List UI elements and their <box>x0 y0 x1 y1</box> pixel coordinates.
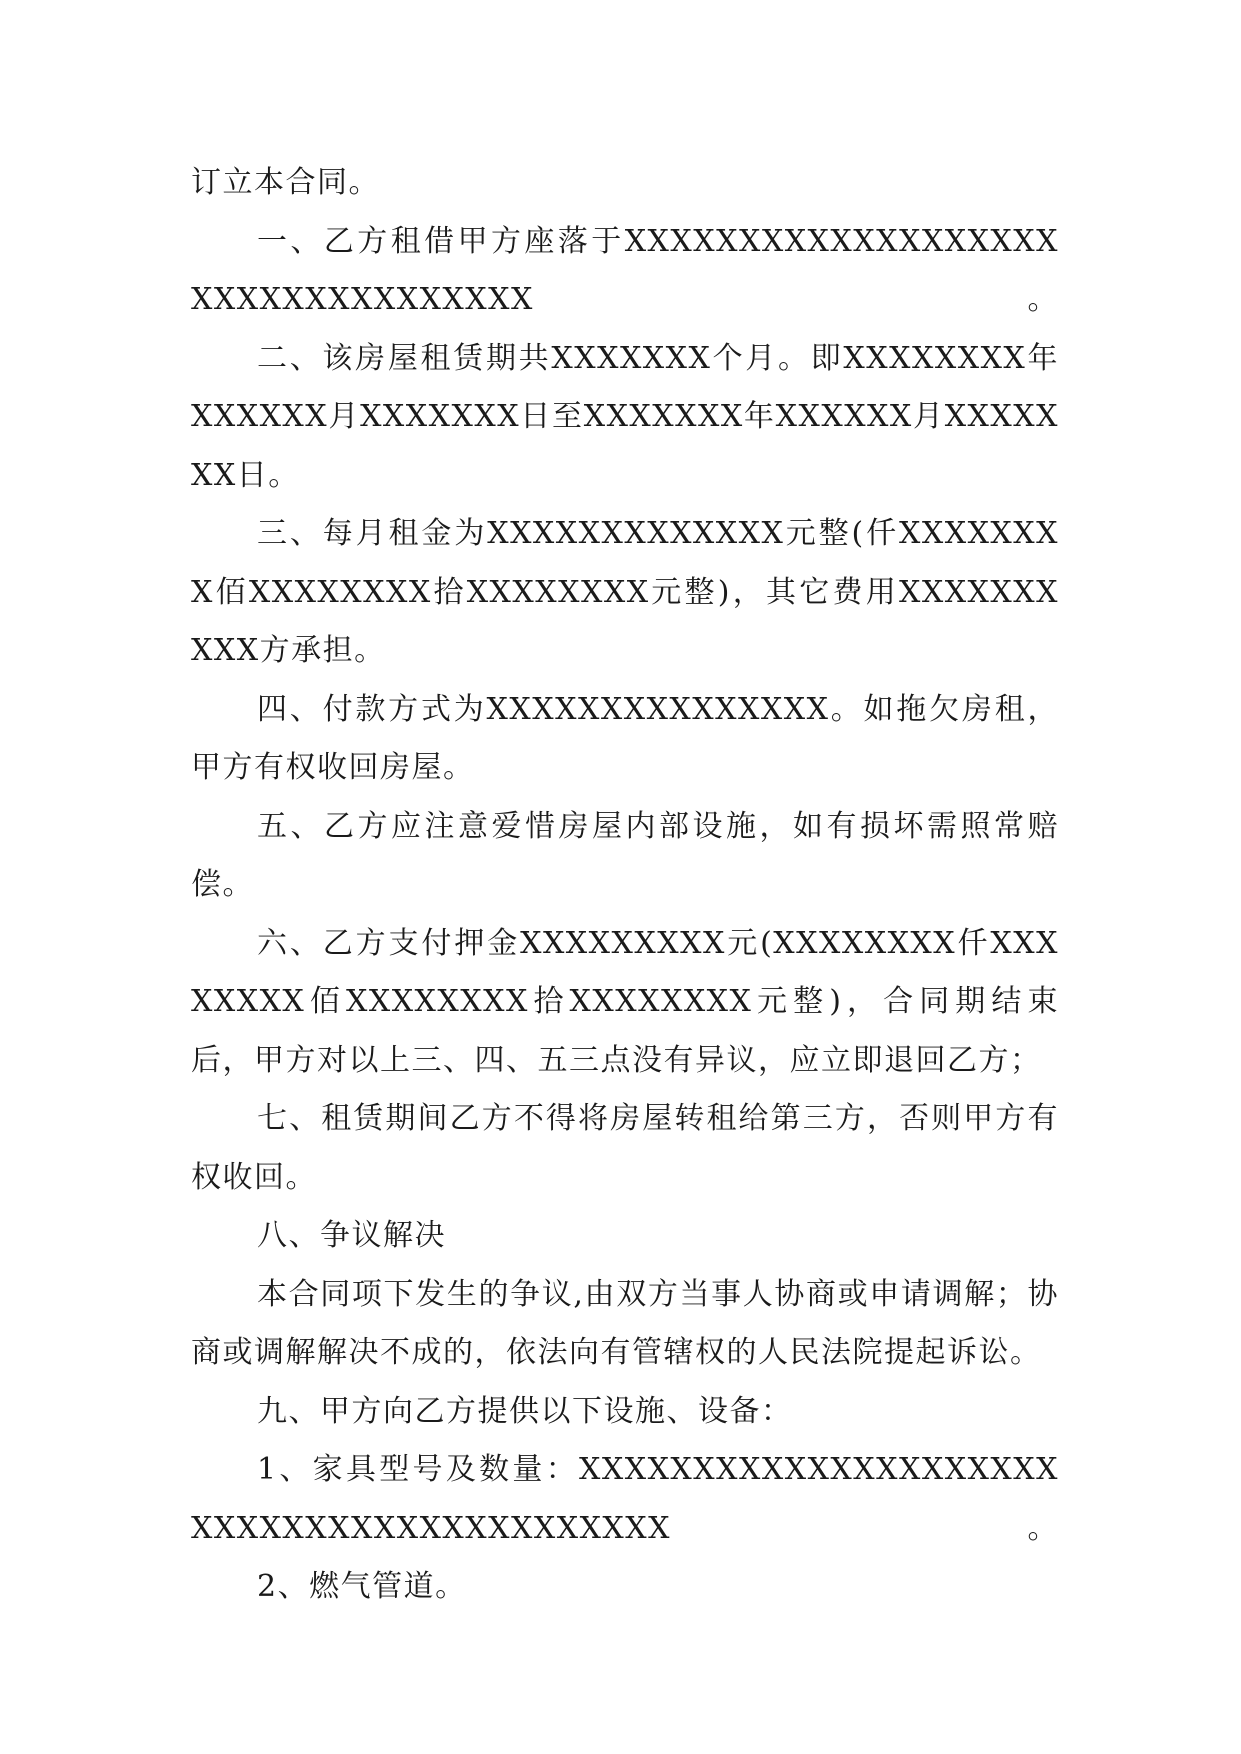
facility-item-2-gas-pipeline: 2、燃气管道。 <box>257 1569 467 1604</box>
clause-6-deposit: 六、乙方支付押金XXXXXXXXX元(XXXXXXXX仟XXXXXXXX佰XXXXXXXX拾XXXXXXXX元整)，合同期结束后，甲方对以上三、四、五三点没有异议，应立即退回乙方； <box>191 925 1059 1078</box>
clause-5-facility-care: 五、乙方应注意爱惜房屋内部设施，如有损坏需照常赔偿。 <box>191 808 1059 902</box>
clause-2-lease-term: 二、该房屋租赁期共XXXXXXX个月。即XXXXXXXX年XXXXXX月XXXXXXX日至XXXXXXX年XXXXXX月XXXXXXX日。 <box>191 340 1059 493</box>
clause-7-no-sublease: 七、租赁期间乙方不得将房屋转租给第三方，否则甲方有权收回。 <box>191 1101 1059 1195</box>
clause-8-heading-dispute: 八、争议解决 <box>257 1218 446 1253</box>
clause-1-location: 一、乙方租借甲方座落于XXXXXXXXXXXXXXXXXXXXXXXXXXXXXXXXXX。 <box>191 223 1059 317</box>
clause-3-monthly-rent: 三、每月租金为XXXXXXXXXXXXX元整(仟XXXXXXXX佰XXXXXXXX拾XXXXXXXX元整)，其它费用XXXXXXXXXX方承担。 <box>191 516 1059 668</box>
document-body <box>191 154 1059 1617</box>
paragraph-intro-fragment: 订立本合同。 <box>191 165 380 200</box>
facility-item-1-furniture: 1、家具型号及数量：XXXXXXXXXXXXXXXXXXXXXXXXXXXXXXXXXXXXXXXXXX。 <box>191 1452 1059 1546</box>
clause-9-heading-facilities: 九、甲方向乙方提供以下设施、设备： <box>257 1393 793 1429</box>
clause-8-dispute-text: 本合同项下发生的争议,由双方当事人协商或申请调解；协商或调解解决不成的，依法向有管辖权的人民法院提起诉讼。 <box>191 1276 1059 1370</box>
clause-4-payment-method: 四、付款方式为XXXXXXXXXXXXXXX。如拖欠房租，甲方有权收回房屋。 <box>191 691 1059 785</box>
